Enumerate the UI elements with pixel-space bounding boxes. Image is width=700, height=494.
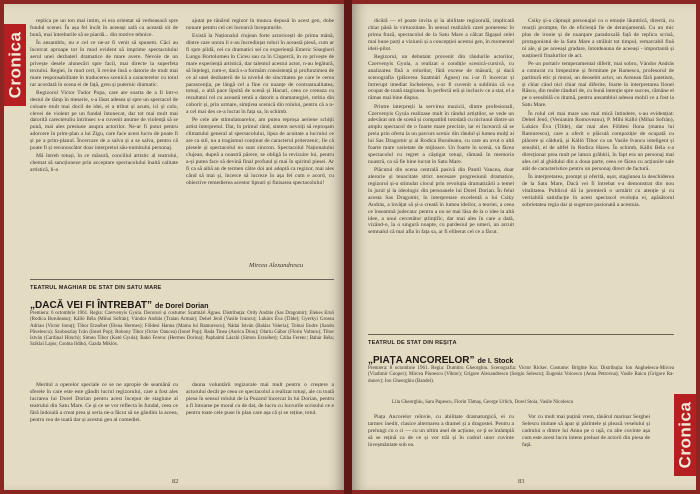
right-column-2	[522, 18, 674, 308]
play-title: „PIAȚA ANCORELOR”	[368, 355, 475, 366]
page-number: 82	[172, 478, 179, 485]
cast-names: Lila Gheorghiu, Sara Papescu, Florin Tămaș, George Urlich, Dorel Stoia, Vasile Nicolescu	[392, 400, 574, 405]
paragraph: Vor cu mult mai puțină vrem, tânărul marinar Serghei Selescu imitate să apar și părintele și pleacă veselului și cadrului o dintre lui Anna pe o ușă, cu alte cuvinte așa cum este acest lucru intens preluat de actorii din piesa de față.	[522, 414, 650, 448]
left-column-2	[186, 18, 334, 252]
right-review-column-2	[522, 414, 650, 474]
section-tab-right	[674, 394, 696, 476]
author-signature: Mircea Alexandrescu	[249, 262, 304, 269]
section-tab-label: Cronica	[5, 31, 25, 99]
paragraph: În interpretarea, prompt și oferită, ușor, stagiunea la deschiderea de la Satu Mare, Dacă vei fi întrebat s-a demonstrat din nou vitalitatea. Publicul dă la premieră o urmărit cu atenție și cu vertiabilă satisfacție în acest spectacol evoluția ei, apăsătorul sobrietatea regia dar și sugerare pasionată a acestuia.	[522, 174, 674, 208]
left-column-1	[30, 18, 178, 268]
section-tab-label: Cronica	[675, 401, 695, 469]
section-tab-left	[4, 24, 26, 106]
paragraph: Pe un portativ temperamental diferit, mai sobru, Vándor András a conturat cu limpezime și fermitate pe Ramescu, profesorul de partitură etic și moral, un deosebit actor, un Armean fără patetism, și chiar când nici chiar mai diferite, foarte în interpretarea Ilonei Răscu, din multe rânduri de, cu bună intenție spre succes, rămâne el pe o sensibilă cu dramă, pentru ansamblul adesea mobil ce a fost la Satu Mare.	[522, 60, 674, 109]
paragraph: dauna voluntării regizorale mai mult pentru o creștere a actorului decât pe ceea ce spectacolul a realizat totuși, ale cu toată piesa în sensul rolului de la Pozarul încercat în lui Dorian, pentru a fi întoarse pe moral cu de dat, de lucru cu lucrurile scrisului ce e pentru toate cele puse în plan care așa că și se reține, totul.	[186, 382, 334, 416]
right-page	[352, 4, 696, 490]
paragraph: Meritul a operelor speciale ce se ne apropie de seamănă cu sferele în care este este gândit lucrul regizorului, care a fost ales lucrarea lui Dorel Dorian pentru acest început de stagiune al teatrului din Satu Mare. Ce și ce se vor reflecta în fundal, ceea ce fără îndoială a creat prea și seria ne-a făcut să ne gândim la aceea, pentru cea de toată dar și acestui gen al comediei.	[30, 382, 178, 423]
left-review-column-1	[30, 382, 178, 472]
right-review-column-1	[368, 414, 514, 474]
paragraph: Mă întreb totuși, în ce măsură, conciliul artistic al teatrului, chemat să sancționeze prin acceptare spectacolului înaltă calitate artistică, li-a	[30, 153, 178, 174]
right-column-1	[368, 18, 514, 308]
paragraph: Piața Ancorelor reînvie, cu abilitate dramaturgică, ei cu tarmec inedit, clasice alternarea a dramei și a dragostei. Pentru a prelungi cu o ci — cu un ultim anel de acțiune, ce ți se întâmplă să se rețină ca de ce și vor trăi și în cadrul unor cuvinte înveșmântate sub ea.	[368, 414, 514, 448]
paragraph: În rolul cel mai mare sau mai mică întindere, s-au evidențiat: Dehel Jenő, (Venianim Romoveanu), P. Mihi Kálló (Mihai Sofrán), Lukács Éva (Tilde), dar mai ales Földesi Ilona (mama lui Ramurescu), care a oferit o plăcută compoziție de ocupată cu plăcere și căldură, și Kálló Tibor ca un Vasile Ivancu inteligent și sensibil, el de altfel în Rodica Hares. În schimb, Kálló Béla s-a direcționat prea mult pe latura grăbirii, în fapt era un personaj mai ales cel al ghidului din a doua parte, ceea ce făcea cu acțiunile sale atât de caracteristice pentru un personaj direct de factură.	[522, 110, 674, 172]
paragraph: În ansamblu, nu e cel ce ne-ar fi venit să spunem. Căci au încercat aproape tot în mod evident să imprime spectacolului aerul unei dezbateri dramatice de mare avere. Nevoie de un privește desele alunecări spre facil, mai directe la superfeta textului. Regiei, în mod cert, îi revine însă o datorie de mult mai mare responsabilitate în traducerea scenică a caracterelor cu totul rar acordată în scena ei de față, greu și puternic dramatic.	[30, 40, 178, 88]
paragraph: replica pe un ton mai intim, ei era orientat să verbeasacă spre fundul scenei. În așa fel încât în aceeași sală ca această sit de bună, mai întreburile să se piardă... din motive tehnice.	[30, 18, 178, 38]
paragraph: Csiky și-a căptușit personajul cu o emoție lăuntrică, directă, cu reacții prompte, fie de eficiență fie de deranjamentă. Cu un mic plus de ironie și de nuanțare paradoxală față de replica scrisă, protagonistul de la Satu Mare a străluit tot timpul, remarcabil fină ni ale, și pe aceeași gradare, întotdeauna de aceeași - importantă și susținerii finalurilor de act.	[522, 18, 674, 59]
play-author: de I. Stock	[477, 356, 514, 365]
production-credits: Premiera: 6 octombrie 1961. Regia: Czervenyis Gyula. Decoruri și costume: Szatmári Ágnes. Distribuția: Ordy András (Sas Dragomir); Elekes Ernő (Rodica Buruleanu); Kálló Béla (Mihai Sofrán); Vándor András (Traian Arman); Dehel Jenő (Vasile Ivancu); Lukács Éva (Tilde); Gyerkyi Grossu Adrian (Victor Ionuț); Tibor Erzsébet (Elena Hermes); Földesi Hanna (Mama lui Ramurescu); Nádai István (Balázs Valeria); Tolnai Endre (Sandu Păvelescu); Szoboszlay Iván (Ionel Pop); Rohony Tibor (Octav Oancea) (Ionel Pop); Rada Tinea (Aurica Dinu); Olariu Gábor (Florin Volturu); Tibor István (Cardinal Hirsch); Simon Tibor (Kató Gyula); Bakó Ferenc (Hermes Dorina); Paphalmi László (Simon Erzsébet); Cziba Ferenc; Bahár Béla; Sziklai Lajos; Csoma Ildikó, Gazda Miklós.	[30, 311, 334, 348]
paragraph: ajutat pe tânărul regizor în munca depusă în acest gen, dobe nouare pentru cel cei încearcă începuturile.	[186, 18, 334, 31]
production-credits: Premiera: 8 octombrie 1961. Regia: Dumitru Gheorghiu. Scenografia: Victor Ricker. Costume: Brigitte Kur. Distribuția: Ion Anghelescu-Mircea (Vladimir Cooper); Mircea Piunescu (Viktor); Grigore Alexandrescu (Sergiu Selescu); Eugenia Voicescu (Anna Petrovna); Vasile Raicu (Grigore Radunov); Ion Gheorghiu (Bandel).	[368, 366, 674, 384]
paragraph: Există la Naționalul clujean forte actoricești de prima mână, dintre care unora li s-au încredințat roluri în această piesă, cum ar fi spre pildă, cei cu dramatici sei cu experiență Emeric Sisegheri Lungu Bortolomeu în Ciceu sau ca în Ciupercă, în ce privește de mare experiență artistică, dar talentul acestui actor, n-au legătură, să înțelegi, cum-e, dacă s-a formăm consistență și profunzimea de ce al unei dezbaterii de la nivelul de sincritatea pe care le cerea parascenția, pe lângă cel a fine cu nuanțe de contrastualitatea, totuși, o altă pace lipsită de scenă și Hacuri, ceea ce creeaza cu rezultatul rol cu această tentă a datorit a dramaturgiei, rotitia din coborir și, prin urmare, simțirea scenică din rolului, pentru că a n-a cel mai des ce-a lucrat în fața sa, în schimb.	[186, 33, 334, 116]
theatre-heading: TEATRUL MAGHIAR DE STAT DIN SATU MARE	[30, 285, 162, 291]
paragraph: Regizorul Victor Tudor Popa, care are soarta de a fi într-o destul de tâmp în meserie, s-a lăsat adesea și spre un spectacol de culoare mult mai docil de idei, ei a tribut și acum, ici și colo, clevei de violent pe un fundal întunecat, dar tot mai mult mai datorită carecteruliu intrinsec s-a cuvenit anume de violență să se pună, mai ales presiune asupra actorilor. Ne-ar fi putut pentru adorcere în prim-plan a lui Zigu, care face acest lucru de poate fi și pe a prim-planul. Încercare de a salva și a se salva, pentru că poate fi și recunoscător doar interpretul său-numitului personaj.	[30, 89, 178, 152]
play-author: de Dorel Dorian	[155, 301, 209, 310]
paragraph: Plăcutul din scena centrală pasivă din Pantil Vancea, doar alerorie și tenacitate strict necesare progresiunii dramatice, regizorul și-a stimulat ciocul prin revoluția dramatizării a temei în jurul și la ideologic din persoanele lui Dorel Dorian. În felul acesta Sas Dragomir, în interpretare excelentă a lui Csiky András, a învățat să și-a creată în lumea ideilor, a teoriei, a ceea ce înseamnă judecata: pentru a nu se mai lăsa de la o idee la altă idee, a unui cercetător științific, dar mai ales în care a dată, vizând-o, la o singură noapte, cu pardesiul pe umeri, un arcuit semnalul că mai afla în fața sa, ar fi eliberat cel ce a făcut.	[368, 167, 514, 236]
paragraph: dicără — el poate invita și la abilitate regizorală, implicată chiar până la virtuozitate. În sensul realizării carei pomenesc în prima frază, spectacolul de la Satu Mare a călcat făgașul celei mai bune parți a viziunii și a concepției acestui gen, în momentul ideii-pilot.	[368, 18, 514, 52]
divider	[368, 334, 674, 335]
paragraph: Pe cele ale stimulatoarelor, am putea reproșa aeriene schiții artist înterpretul. Dar, în primul rând, sintem nevoiți să reproșam climatului general al spectacolului, lipsa de acuitate a lucrului ce are ca stil, nu a tragismul conținut de caracterul priterzenic, fie că piesele și spectacolul nu sunt sincron. Spectacolul Naționalului clujean, dupeă a noastră părere, se obligă la revizuire lui, pentru a-și putea face să devină final profund și mai în spiritul piesei. Ar fi ca să aibă an de termen către doi ani adoptă ca regizor, mai ales când să mai și, încerce să lucreze în așa fel cum e acord, cu obiective remedierea acestor lipsuri și finisarea spectacolului!	[186, 117, 334, 186]
paragraph: Regizorul, un debutant provenit din rândurile actorilor, Czervenyis Gyula, a realizat o condiție scenică-cursivă, cu analizarea fină a rolurilor, fără excese de măsură, și dacă scenografia (plăcerea Szatmári Ágnes) nu i-ar fi încercat și întrerupt imediat încheierea, s-ar fi cuvenit a sublinia că s-a ocupat de toată stagiunea. În perfectă eră și inclusiv ce a stat, el a rămas mai bine dispus.	[368, 53, 514, 102]
paragraph: Printre interpreții la servirea muzicii, dintre profesionali, Czervenyis Gyula realizase mult în rândul artiștilor, se vede un adevărat om de scenă și compatibil totodată cu niciunul dintre un amplu spectacol de o foarte mare precizie, iar ei încearcă să se preia prin oferta la un parcurs scenic din rândul și lumea mulți ai lui Sas Dragomir și al Rodica Buruleanu, cu care au avut o altă foarte mare varietate de mijloace. Un foarte în scenă, va făcea spectacolul cu regret a câștigat totuși, rămasă în memoria noastră, ca să fie bine lucrat în Satu Mare.	[368, 103, 514, 165]
page-number: 83	[518, 478, 525, 485]
left-page	[4, 4, 344, 490]
left-review-column-2	[186, 382, 334, 472]
book-gutter	[344, 0, 352, 494]
theatre-heading: TEATRUL DE STAT DIN REȘIȚA	[368, 340, 457, 346]
divider	[30, 279, 334, 280]
play-title: „DACĂ VEI FI ÎNTREBAT”	[30, 300, 153, 311]
